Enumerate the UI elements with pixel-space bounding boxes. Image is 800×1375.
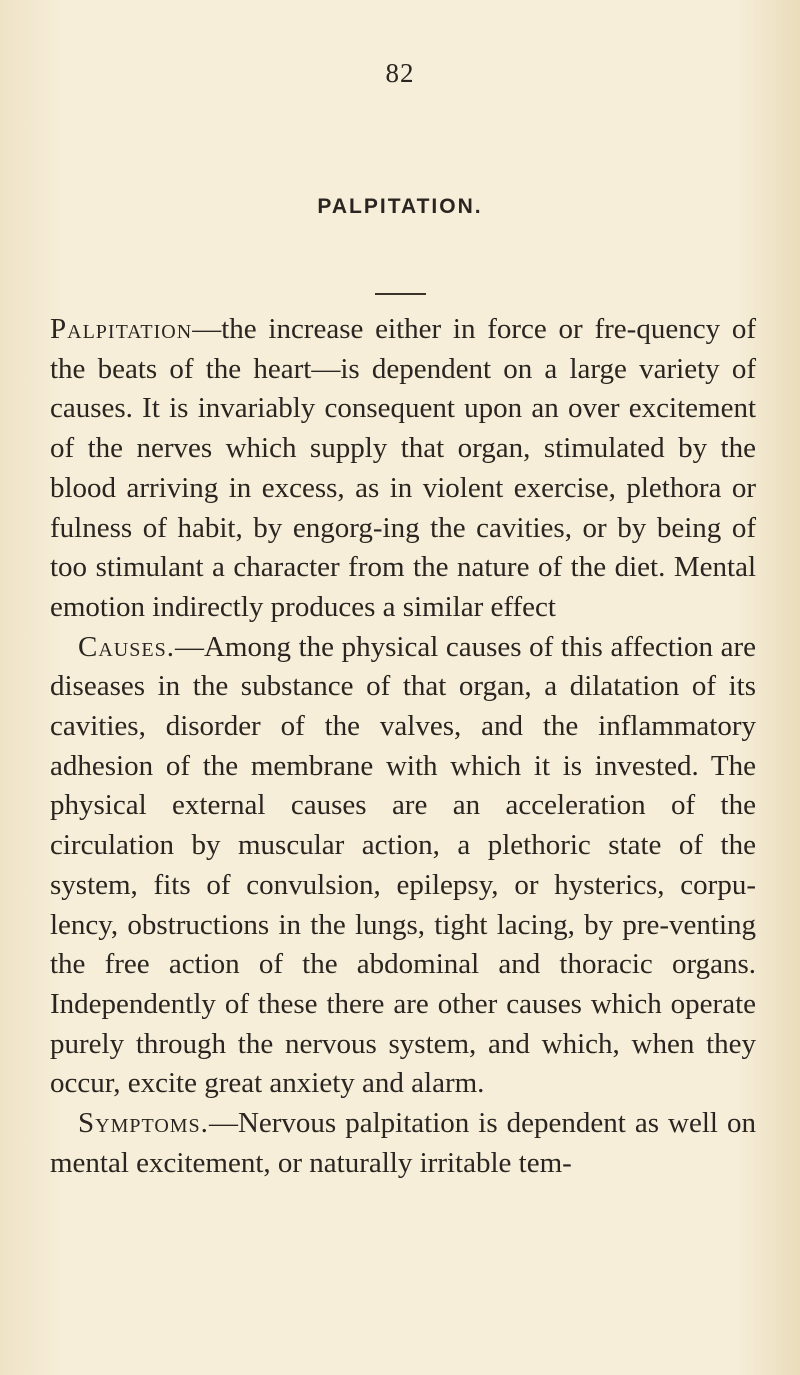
paragraph-lead: Palpitation <box>50 313 193 345</box>
paragraph-lead: Causes. <box>78 630 175 663</box>
section-heading: PALPITATION. <box>317 195 483 218</box>
heading-rule <box>375 293 426 295</box>
paragraph-symptoms <box>50 1104 756 1183</box>
paragraph-lead: Symptoms. <box>78 1107 209 1140</box>
paragraph-causes <box>50 628 756 1104</box>
paragraph-text: —the increase either in force or fre-quency of the beats of the heart—is dependent on a large variety of causes. It is invariably consequent upon an over excitement of the nerves which supply that organ, stimulated by the blood arriving in excess, as in violent exercise, plethora or fulness of habit, by engorg-ing the cavities, or by being of too stimulant a character from the nature of the diet. Mental emotion indirectly produces a similar effect <box>50 313 756 623</box>
paragraph-text: —Among the physical causes of this affection are diseases in the substance of that organ, a dilatation of its cavities, disorder of the valves, and the inflammatory adhesion of the membrane with which it is invested. The physical external causes are an acceleration of the circulation by muscular action, a plethoric state of the system, fits of convulsion, epilepsy, or hysterics, corpu-lency, obstructions in the lungs, tight lacing, by pre-venting the free action of the abdominal and thoracic organs. Independently of these there are other causes which operate purely through the nervous system, and which, when they occur, excite great anxiety and alarm. <box>50 630 756 1100</box>
paragraph-palpitation <box>50 310 756 628</box>
body-text <box>50 310 756 1183</box>
page-number: 82 <box>385 58 415 88</box>
paragraph-text: —Nervous palpitation is dependent as well on mental excitement, or naturally irritable tem- <box>50 1107 756 1179</box>
